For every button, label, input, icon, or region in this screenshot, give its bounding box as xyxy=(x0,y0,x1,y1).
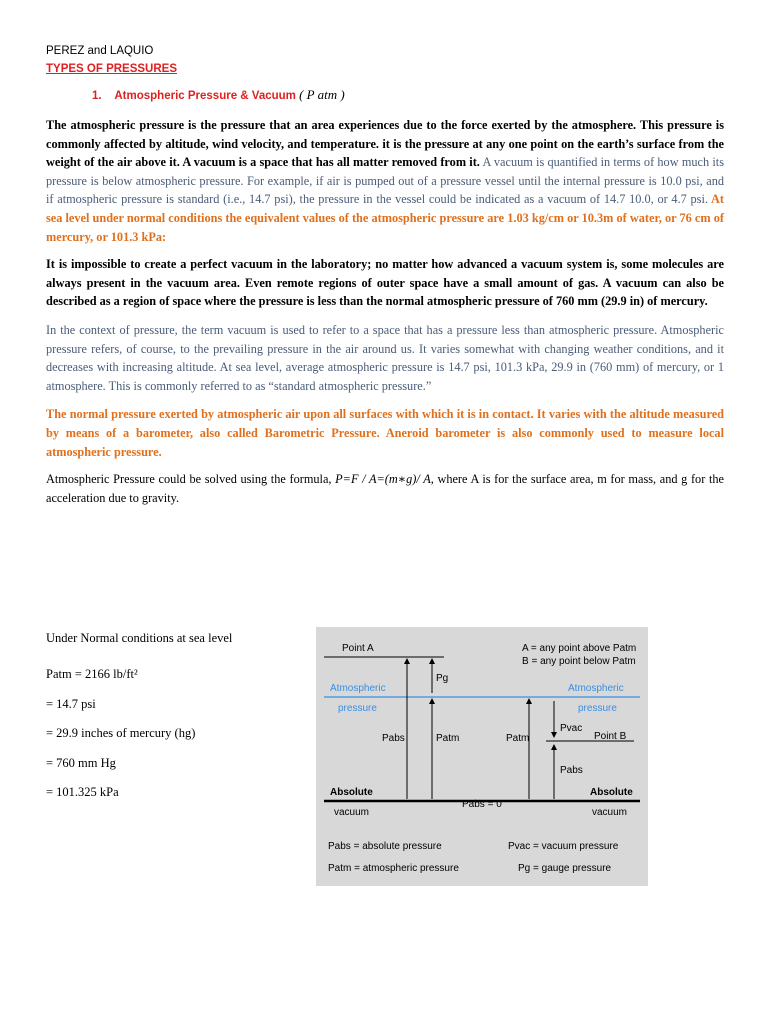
condition-line: = 14.7 psi xyxy=(46,696,96,711)
normal-conditions-heading: Under Normal conditions at sea level xyxy=(46,631,233,645)
label-abs-left-1: Absolute xyxy=(330,787,373,798)
label-abs-left-2: vacuum xyxy=(334,807,370,818)
paragraph-4: The normal pressure exerted by atmospheric air upon all surfaces with which it is in contact. It varies with the altitude measured by means of a barometer, also called Barometric Pressure. Aneroid barometer is also commonly used to measure local atmospheric pressure. xyxy=(46,407,724,459)
pressure-diagram-svg xyxy=(316,627,648,886)
legend-a: A = any point above Patm xyxy=(522,643,637,654)
label-abs-right-1: Absolute xyxy=(590,787,633,798)
section-number: 1. xyxy=(92,90,102,102)
label-pg: Pg xyxy=(436,673,449,684)
label-pabs-zero: Pabs = 0 xyxy=(462,799,502,810)
paragraph-1 xyxy=(46,116,724,246)
paragraph-1-orange: At sea level under normal conditions the equivalent values of the atmospheric pressure are 1.03 kg/cm or 10.3m of water, or 76 cm of mercury, or 101.3 kPa: xyxy=(46,192,725,244)
condition-line: = 760 mm Hg xyxy=(46,755,116,770)
paragraph-5 xyxy=(46,470,724,507)
paragraph-1-blue: A vacuum is quantified in terms of how much its pressure is below atmospheric pressure. For example, if air is pumped out of a pressure vessel until the internal pressure is 10.0 psi, and if atmospheric pressure is standard (i.e., 14.7 psi), the pressure in the vessel could be indicated as a vacuum of 14.7 10.0, or 4.7 psi. xyxy=(46,155,724,207)
label-atm-left-2: pressure xyxy=(338,703,377,714)
label-atm-left-1: Atmospheric xyxy=(330,683,386,694)
condition-line: = 101.325 kPa xyxy=(46,785,119,800)
pressure-diagram xyxy=(316,627,648,886)
paragraph-5-a: Atmospheric Pressure could be solved using the formula, xyxy=(46,472,336,487)
label-pabs-left: Pabs xyxy=(382,733,405,744)
paragraph-5-b: , where A is for the surface area, m for mass, and g for the acceleration due to gravity. xyxy=(46,472,724,505)
legend-b: B = any point below Patm xyxy=(522,656,636,667)
condition-line: = 29.9 inches of mercury (hg) xyxy=(46,726,196,741)
key-pabs: Pabs = absolute pressure xyxy=(328,841,442,852)
section-formula: ( P atm ) xyxy=(299,87,345,102)
label-patm-right: Patm xyxy=(506,733,530,744)
authors: PEREZ and LAQUIO xyxy=(46,45,154,57)
normal-conditions xyxy=(46,630,306,808)
key-pvac: Pvac = vacuum pressure xyxy=(508,841,619,852)
paragraph-1-bold: The atmospheric pressure is the pressure that an area experiences due to the force exerted by the atmosphere. This pressure is commonly affected by altitude, wind velocity, and temperature. it is the pressure at any one point on the earth’s surface from the weight of the air above it. A vacuum is a space that has all matter removed from it. xyxy=(46,118,724,170)
label-pvac: Pvac xyxy=(560,723,583,734)
key-pg: Pg = gauge pressure xyxy=(518,863,612,874)
condition-line: Patm = 2166 lb/ft² xyxy=(46,667,138,681)
label-point-b: Point B xyxy=(594,731,627,742)
label-point-a: Point A xyxy=(342,643,374,654)
paragraph-2: It is impossible to create a perfect vacuum in the laboratory; no matter how advanced a vacuum system is, some molecules are always present in the vacuum area. Even remote regions of outer space have a small amount of gas. A vacuum can also be described as a region of space where the pressure is less than the normal atmospheric pressure of 760 mm (29.9 in) of mercury. xyxy=(46,257,724,309)
page-title: TYPES OF PRESSURES xyxy=(46,63,178,75)
page-body xyxy=(46,42,724,507)
label-abs-right-2: vacuum xyxy=(592,807,628,818)
key-patm: Patm = atmospheric pressure xyxy=(328,863,459,874)
label-patm-left: Patm xyxy=(436,733,460,744)
label-atm-right-1: Atmospheric xyxy=(568,683,624,694)
section-heading-text: Atmospheric Pressure & Vacuum xyxy=(114,90,296,102)
paragraph-3: In the context of pressure, the term vacuum is used to refer to a space that has a pressure less than atmospheric pressure. Atmospheric pressure refers, of course, to the prevailing pressure in the air around us. It varies somewhat with changing weather conditions, and it decreases with increasing altitude. At sea level, average atmospheric pressure is 14.7 psi, 101.3 kPa, 29.9 in (760 mm) of mercury, or 1 atmosphere. This is commonly referred to as “standard atmospheric pressure.” xyxy=(46,322,724,393)
section-heading xyxy=(92,84,724,107)
formula-inline: P=F / A=(m∗g)/ A xyxy=(335,472,431,487)
label-atm-right-2: pressure xyxy=(578,703,617,714)
label-pabs-right: Pabs xyxy=(560,765,583,776)
